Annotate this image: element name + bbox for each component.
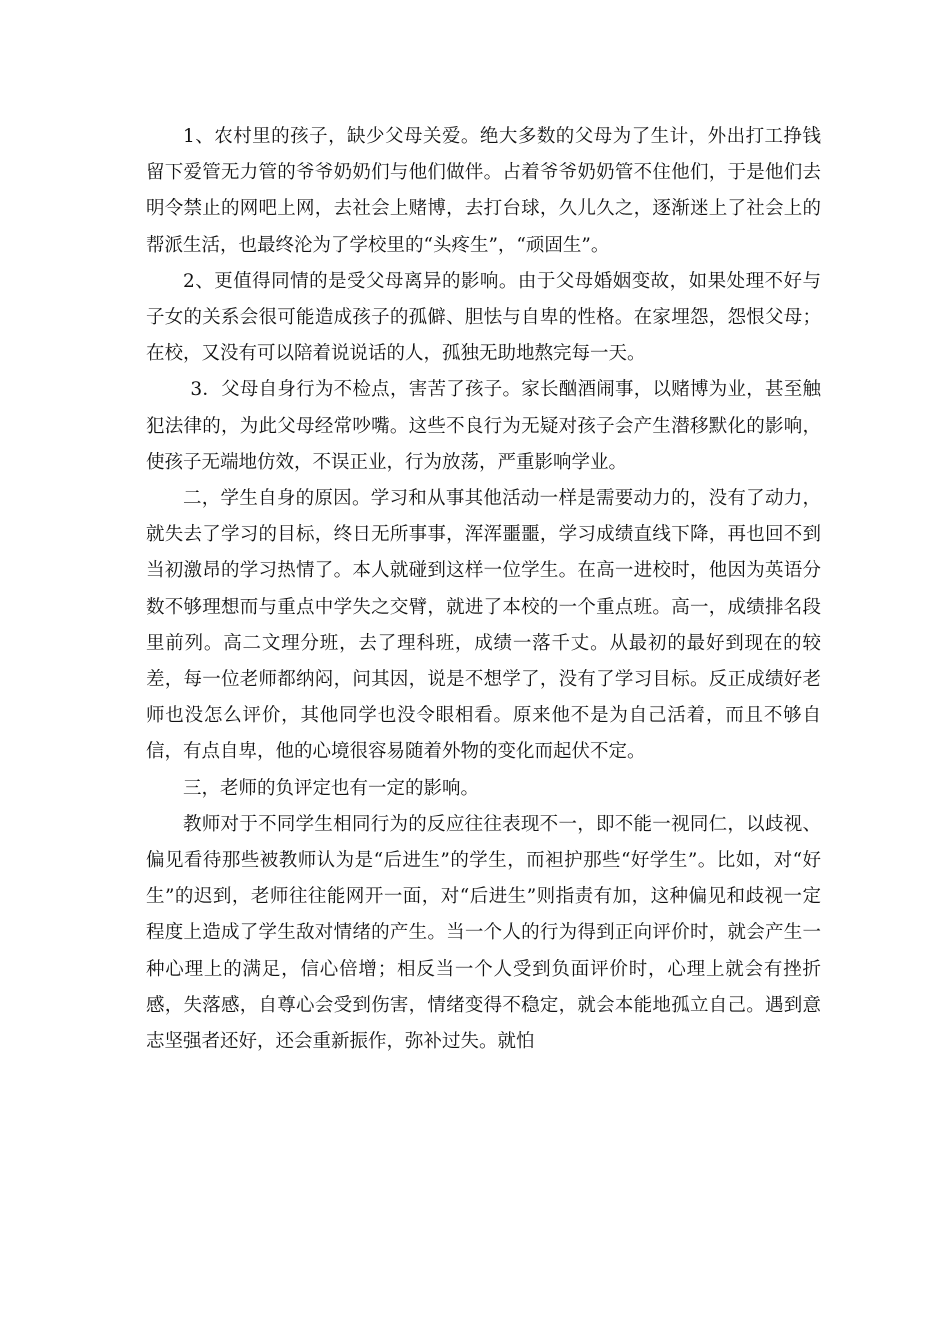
paragraph-student-reasons: 二，学生自身的原因。学习和从事其他活动一样是需要动力的，没有了动力，就失去了学习的目标，终日无所事事，浑浑噩噩，学习成绩直线下降，再也回不到当初激昂的学习热情了。本人就碰到这样一位学生。在高一进校时，他因为英语分数不够理想而与重点中学失之交臂，就进了本校的一个重点班。高一，成绩排名段里前列。高二文理分班，去了理科班，成绩一落千丈。从最初的最好到现在的较差，每一位老师都纳闷，问其因，说是不想学了，没有了学习目标。反正成绩好老师也没怎么评价，其他同学也没令眼相看。原来他不是为自己活着，而且不够自信，有点自卑，他的心境很容易随着外物的变化而起伏不定。	[146, 488, 821, 763]
paragraph-parental-behavior: 3．父母自身行为不检点，害苦了孩子。家长酗酒闹事，以赌博为业，甚至触犯法律的，为此父母经常吵嘴。这些不良行为无疑对孩子会产生潜移默化的影响，使孩子无端地仿效，不误正业，行为放荡，严重影响学业。	[146, 379, 821, 473]
document-body	[146, 119, 821, 1060]
paragraph-teacher-bias: 教师对于不同学生相同行为的反应往往表现不一，即不能一视同仁，以歧视、偏见看待那些被教师认为是“后进生”的学生，而袒护那些“好学生”。比如，对“好生”的迟到，老师往往能网开一面，对“后进生”则指责有加，这种偏见和歧视一定程度上造成了学生敌对情绪的产生。当一个人的行为得到正向评价时，就会产生一种心理上的满足，信心倍增；相反当一个人受到负面评价时，心理上就会有挫折感，失落感，自尊心会受到伤害，情绪变得不稳定，就会本能地孤立自己。遇到意志坚强者还好，还会重新振作，弥补过失。就怕	[146, 813, 821, 1053]
paragraph-rural-children: 1、农村里的孩子，缺少父母关爱。绝大多数的父母为了生计，外出打工挣钱留下爱管无力管的爷爷奶奶们与他们做伴。占着爷爷奶奶管不住他们，于是他们去明令禁止的网吧上网，去社会上赌博，去打台球，久儿久之，逐渐迷上了社会上的帮派生活，也最终沦为了学校里的“头疼生”，“顽固生”。	[146, 126, 821, 256]
paragraph-parental-divorce: 2、更值得同情的是受父母离异的影响。由于父母婚姻变故，如果处理不好与子女的关系会很可能造成孩子的孤僻、胆怯与自卑的性格。在家埋怨，怨恨父母；在校，又没有可以陪着说说话的人，孤独无助地熬完每一天。	[146, 270, 821, 365]
paragraph-teacher-evaluation-heading: 三，老师的负评定也有一定的影响。	[183, 777, 480, 799]
